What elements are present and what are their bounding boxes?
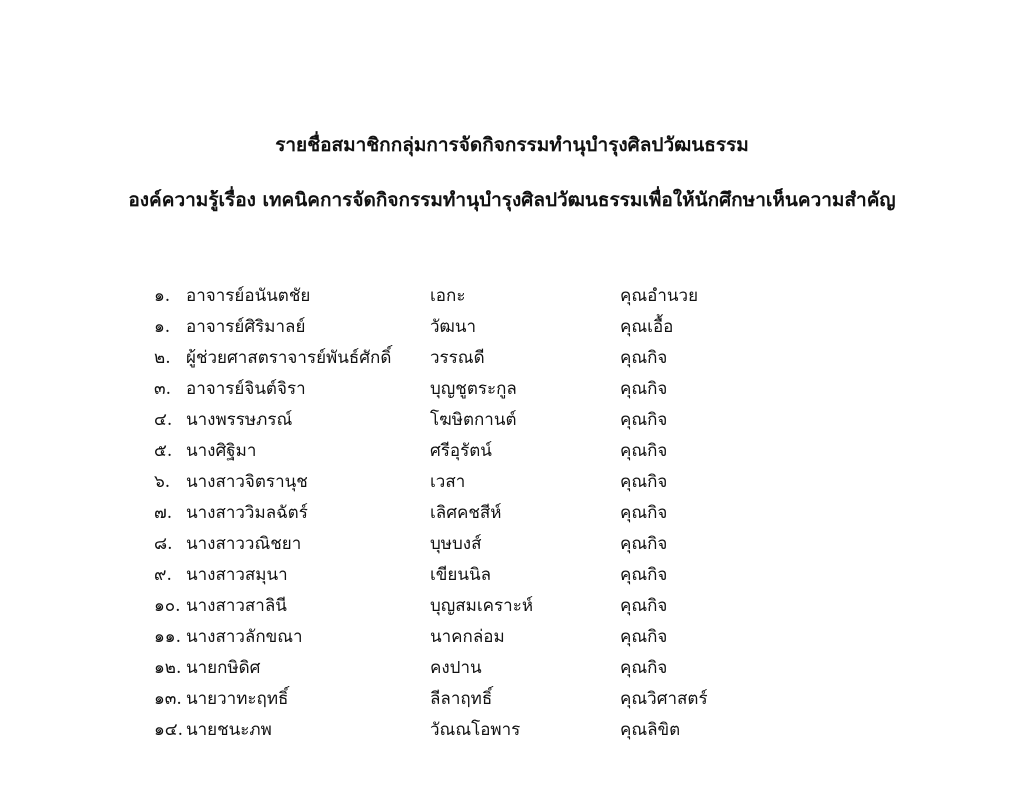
member-row [150, 653, 870, 684]
member-role: คุณกิจ [620, 472, 668, 492]
member-role: คุณวิศาสตร์ [620, 689, 708, 709]
member-role: คุณกิจ [620, 658, 668, 678]
member-number: ๕. [154, 441, 173, 461]
member-role: คุณอำนวย [620, 286, 699, 306]
member-first-name: อาจารย์จินต์จิรา [186, 379, 306, 399]
member-last-name: เวสา [430, 472, 466, 492]
member-number: ๑๓. [154, 689, 182, 709]
member-last-name: บุญชูตระกูล [430, 379, 517, 399]
member-last-name: คงปาน [430, 658, 482, 678]
member-row [150, 436, 870, 467]
member-first-name: นางสาวลักขณา [186, 627, 303, 647]
member-number: ๑. [154, 286, 171, 306]
document-subtitle: องค์ความรู้เรื่อง เทคนิคการจัดกิจกรรมทำนุบำรุงศิลปวัฒนธรรมเพื่อให้นักศึกษาเห็นความสำคัญ [128, 189, 896, 211]
member-number: ๔. [154, 410, 173, 430]
member-last-name: บุญสมเคราะห์ [430, 596, 534, 616]
member-number: ๘. [154, 534, 173, 554]
member-number: ๑. [154, 317, 171, 337]
member-row [150, 343, 870, 374]
member-first-name: อาจารย์อนันตชัย [186, 286, 311, 306]
member-first-name: นายวาทะฤทธิ์ [186, 689, 289, 709]
member-first-name: นายกษิดิศ [186, 658, 261, 678]
member-row [150, 498, 870, 529]
member-row [150, 312, 870, 343]
member-last-name: นาคกล่อม [430, 627, 505, 647]
member-number: ๑๐. [154, 596, 181, 616]
member-number: ๒. [154, 348, 171, 368]
member-last-name: บุษบงส์ [430, 534, 482, 554]
member-last-name: วัณณโอพาร [430, 720, 521, 740]
member-first-name: นางสาววณิชยา [186, 534, 302, 554]
member-list [150, 281, 870, 746]
member-number: ๙. [154, 565, 172, 585]
member-row [150, 374, 870, 405]
member-first-name: นางสาววิมลฉัตร์ [186, 503, 308, 523]
member-last-name: เลิศคชสีห์ [430, 503, 502, 523]
member-last-name: โฆษิตกานต์ [430, 410, 517, 430]
member-role: คุณกิจ [620, 410, 668, 430]
member-first-name: นางสาวสาลินี [186, 596, 287, 616]
member-role: คุณกิจ [620, 348, 668, 368]
member-row [150, 405, 870, 436]
member-row [150, 684, 870, 715]
member-number: ๑๔. [154, 720, 184, 740]
member-last-name: วัฒนา [430, 317, 477, 337]
member-last-name: เขียนนิล [430, 565, 492, 585]
member-row [150, 591, 870, 622]
member-row [150, 560, 870, 591]
member-number: ๑๒. [154, 658, 182, 678]
member-first-name: นางสาวจิตรานุช [186, 472, 308, 492]
member-number: ๑๑. [154, 627, 181, 647]
member-row [150, 467, 870, 498]
member-last-name: วรรณดี [430, 348, 485, 368]
member-number: ๖. [154, 472, 171, 492]
member-row [150, 622, 870, 653]
member-role: คุณลิขิต [620, 720, 681, 740]
member-first-name: ผู้ช่วยศาสตราจารย์พันธ์ศักดิ์ [186, 348, 392, 368]
member-first-name: อาจารย์ศิริมาลย์ [186, 317, 306, 337]
member-role: คุณกิจ [620, 503, 668, 523]
member-first-name: นางพรรษภรณ์ [186, 410, 293, 430]
member-role: คุณกิจ [620, 565, 668, 585]
member-role: คุณกิจ [620, 627, 668, 647]
document-title: รายชื่อสมาชิกกลุ่มการจัดกิจกรรมทำนุบำรุงศิลปวัฒนธรรม [275, 134, 749, 156]
member-last-name: เอกะ [430, 286, 466, 306]
member-last-name: ลีลาฤทธิ์ [430, 689, 493, 709]
member-role: คุณกิจ [620, 379, 668, 399]
member-role: คุณกิจ [620, 596, 668, 616]
member-first-name: นายชนะภพ [186, 720, 272, 740]
member-row [150, 715, 870, 746]
member-number: ๗. [154, 503, 173, 523]
member-last-name: ศรีอุรัตน์ [430, 441, 492, 461]
member-row [150, 529, 870, 560]
member-first-name: นางศิฐิมา [186, 441, 257, 461]
member-role: คุณกิจ [620, 534, 668, 554]
member-number: ๓. [154, 379, 172, 399]
member-first-name: นางสาวสมุนา [186, 565, 288, 585]
member-role: คุณเอื้อ [620, 317, 674, 337]
member-row [150, 281, 870, 312]
member-role: คุณกิจ [620, 441, 668, 461]
